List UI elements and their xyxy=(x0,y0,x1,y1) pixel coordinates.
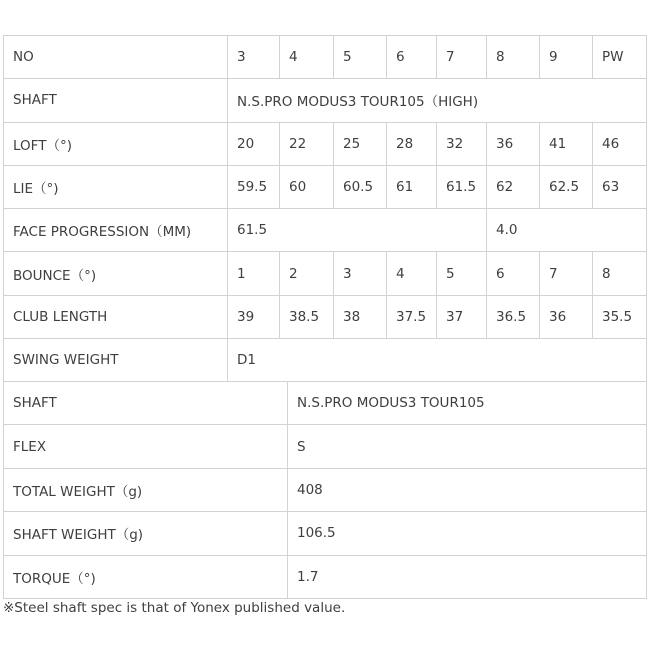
cell: 41 xyxy=(540,122,593,165)
cell: 39 xyxy=(228,295,280,338)
cell: 32 xyxy=(437,122,487,165)
cell: 6 xyxy=(487,252,540,295)
row-swing-weight xyxy=(4,339,647,382)
cell: 36.5 xyxy=(487,295,540,338)
cell: 6 xyxy=(387,36,437,79)
cell: D1 xyxy=(228,339,647,382)
cell: PW xyxy=(593,36,647,79)
row-bounce xyxy=(4,252,647,295)
cell: 60 xyxy=(280,165,334,208)
row-label: SHAFT xyxy=(4,79,228,122)
cell: 8 xyxy=(487,36,540,79)
cell: N.S.PRO MODUS3 TOUR105 xyxy=(288,382,647,425)
cell: 5 xyxy=(334,36,387,79)
cell: 4 xyxy=(280,36,334,79)
cell: 28 xyxy=(387,122,437,165)
cell: 25 xyxy=(334,122,387,165)
cell: 37 xyxy=(437,295,487,338)
row-label: FLEX xyxy=(4,425,288,468)
cell: 38.5 xyxy=(280,295,334,338)
row-face-progression xyxy=(4,209,647,252)
cell: 63 xyxy=(593,165,647,208)
row-label: LOFT（°) xyxy=(4,122,228,165)
row-no xyxy=(4,36,647,79)
row-label: NO xyxy=(4,36,228,79)
cell: 22 xyxy=(280,122,334,165)
footnote: ※Steel shaft spec is that of Yonex published value. xyxy=(3,600,346,616)
row-label: TORQUE（°) xyxy=(4,555,288,598)
cell: 8 xyxy=(593,252,647,295)
cell: 4 xyxy=(387,252,437,295)
cell: 60.5 xyxy=(334,165,387,208)
cell: 38 xyxy=(334,295,387,338)
cell: 1.7 xyxy=(288,555,647,598)
cell: 9 xyxy=(540,36,593,79)
cell: 37.5 xyxy=(387,295,437,338)
cell: 7 xyxy=(437,36,487,79)
row-label: SHAFT xyxy=(4,382,288,425)
cell: 3 xyxy=(228,36,280,79)
row-flex xyxy=(4,425,647,468)
cell: 20 xyxy=(228,122,280,165)
cell: 35.5 xyxy=(593,295,647,338)
row-shaft xyxy=(4,382,647,425)
row-total-weight xyxy=(4,468,647,511)
row-shaft-weight xyxy=(4,512,647,555)
row-club-length xyxy=(4,295,647,338)
cell: 59.5 xyxy=(228,165,280,208)
cell: 61.5 xyxy=(228,209,487,252)
row-torque xyxy=(4,555,647,598)
cell: 36 xyxy=(540,295,593,338)
row-label: BOUNCE（°) xyxy=(4,252,228,295)
row-label: SWING WEIGHT xyxy=(4,339,228,382)
row-label: SHAFT WEIGHT（g) xyxy=(4,512,288,555)
cell: 3 xyxy=(334,252,387,295)
cell: 46 xyxy=(593,122,647,165)
cell: 408 xyxy=(288,468,647,511)
cell: 2 xyxy=(280,252,334,295)
cell: 4.0 xyxy=(487,209,647,252)
cell: 7 xyxy=(540,252,593,295)
cell: 36 xyxy=(487,122,540,165)
cell: 106.5 xyxy=(288,512,647,555)
row-label: FACE PROGRESSION（MM) xyxy=(4,209,228,252)
row-shaft xyxy=(4,79,647,122)
cell: 61 xyxy=(387,165,437,208)
cell: S xyxy=(288,425,647,468)
row-loft xyxy=(4,122,647,165)
cell: 61.5 xyxy=(437,165,487,208)
row-label: TOTAL WEIGHT（g) xyxy=(4,468,288,511)
row-label: CLUB LENGTH xyxy=(4,295,228,338)
cell: 62 xyxy=(487,165,540,208)
cell: 62.5 xyxy=(540,165,593,208)
row-lie xyxy=(4,165,647,208)
cell: 5 xyxy=(437,252,487,295)
row-label: LIE（°) xyxy=(4,165,228,208)
cell: N.S.PRO MODUS3 TOUR105（HIGH) xyxy=(228,79,647,122)
shaft-spec-table xyxy=(3,381,647,599)
cell: 1 xyxy=(228,252,280,295)
club-spec-table xyxy=(3,35,647,382)
